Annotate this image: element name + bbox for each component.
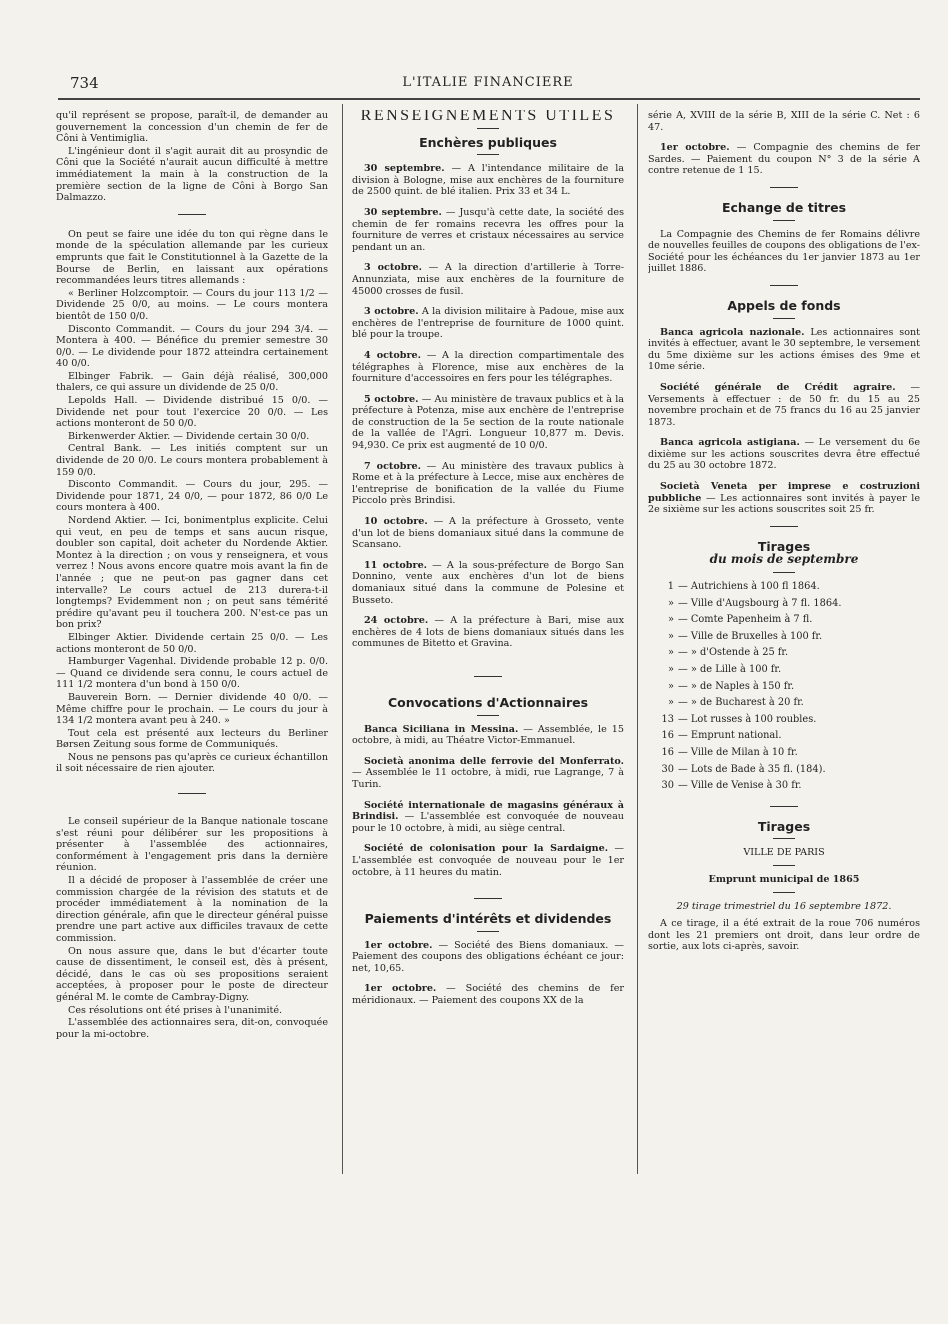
convocation-item: [352, 724, 624, 747]
list-item: » — » de Lille à 100 fr.: [668, 664, 782, 675]
column-3: [648, 110, 920, 1190]
item-text: Les actionnaires sont invités à effectuer, avant le 30 septembre, le versement du 5me dixième sur les actions émises des 9me et 10me série.: [648, 326, 920, 373]
list-item: » — Ville d'Augsbourg à 7 fl. 1864.: [668, 597, 842, 609]
item-date: 1er octobre.: [364, 983, 437, 995]
item-text: — Assemblée le 11 octobre, à midi, rue Lagrange, 7 à Turin.: [352, 767, 624, 790]
separator: [477, 128, 499, 129]
convocation-item: [352, 843, 624, 878]
heading-paiements: Paiements d'intérêts et dividendes: [364, 911, 612, 927]
header-rule: [58, 98, 920, 100]
item-name: Banca agricola nazionale.: [660, 326, 805, 338]
separator: [773, 572, 795, 573]
list-item: » — » de Bucharest à 20 fr.: [668, 697, 804, 709]
item-text: A la division militaire à Padoue, mise aux enchères de l'entreprise de fourniture de 1000 quint. blé pour la troupe.: [352, 306, 624, 341]
item-date: 4 octobre.: [364, 349, 421, 361]
item-text: — L'assemblée est convoquée de nouveau pour le 10 octobre, à midi, au siège central.: [352, 811, 624, 834]
list-item: » — Ville de Bruxelles à 100 fr.: [668, 630, 823, 642]
separator: [477, 154, 499, 155]
item-name: Société internationale de magasins généraux à Brindisi.: [352, 799, 624, 823]
enchere-item: [352, 461, 624, 507]
paragraph: A ce tirage, il a été extrait de la roue 706 numéros dont les 21 premiers ont droit, dans leur ordre de sortie, aux lots ci-après, savoir.: [648, 918, 920, 953]
separator: [474, 676, 502, 677]
separator: [773, 318, 795, 319]
paragraph: Ces résolutions ont été prises à l'unanimité.: [68, 1004, 283, 1016]
column-2: [352, 110, 624, 1190]
item-text: — Versements à effectuer : de 50 fr. du 15 au 25 novembre prochain et de 75 francs du 16 au 25 janvier 1873.: [648, 381, 920, 428]
paragraph: L'assemblée des actionnaires sera, dit-on, convoquée pour la mi-octobre.: [56, 1017, 328, 1040]
item-text: — Assemblée, le 15 octobre, à midi, au Théatre Victor-Emmanuel.: [352, 723, 624, 747]
item-date: 10 octobre.: [364, 516, 428, 528]
item-text: — Jusqu'à cette date, la société des chemin de fer romains recevra les offres pour la fourniture de verres et cristaux nécessaires au service pendant un an.: [352, 206, 624, 253]
paragraph: Tout cela est présenté aux lecteurs du Berliner Børsen Zeitung sous forme de Communiqués.: [56, 727, 328, 751]
paiement-item: [352, 940, 624, 975]
item-text: — Au ministère des travaux publics à Rome et à la préfecture à Lecce, mise aux enchères de l'entreprise de bonification de la vallée du Fiume Piccolo près Brindisi.: [352, 460, 624, 507]
emprunt-heading: Emprunt municipal de 1865: [708, 873, 860, 885]
item-date: 7 octobre.: [364, 460, 421, 472]
paragraph: qu'il représent se propose, paraît-il, de demander au gouvernement la concession d'un chemin de fer de Côni à Ventimiglia.: [56, 110, 328, 145]
item-text: — Les actionnaires sont invités à payer le 2e sixième sur les actions souscrites soit 25 fr.: [648, 492, 920, 516]
item-date: 1er octobre.: [660, 142, 730, 154]
tirages-subtitle: du mois de septembre: [709, 552, 859, 567]
paragraph: L'ingénieur dont il s'agit aurait dit au prosyndic de Côni que la Société n'aurait aucun difficulté à mettre immédiatement la main à la construction de la première section de la ligne de Côni à Borgo San Dalmazzo.: [56, 145, 328, 204]
item-name: Banca Siciliana in Messina.: [364, 723, 519, 735]
enchere-item: [352, 207, 624, 253]
separator: [770, 526, 798, 527]
heading-tirages: Tirages: [757, 538, 811, 554]
paragraph: série A, XVIII de la série B, XIII de la série C. Net : 6 47.: [648, 110, 920, 133]
paragraph: Elbinger Aktier. Dividende certain 25 0/0. — Les actions monteront de 50 0/0.: [56, 631, 328, 655]
item-text: — Au ministère de travaux publics et à la préfecture à Potenza, mise aux enchère de l'entreprise de construction de la 5e section de la route nationale de la vallée de l'Agri. Longueur 10,877 m. Devis. 94,930. Ce prix est augmenté de 10 0/0.: [352, 393, 624, 452]
paragraph: On nous assure que, dans le but d'écarter toute cause de dissentiment, le conseil est, dès à présent, décidé, dans le cas où ses propositions seraient acceptées, à proposer pour le poste de directeur général M. le comte de Cambray-Digny.: [56, 945, 328, 1003]
paragraph: On peut se faire une idée du ton qui règne dans le monde de la spéculation allemande par les curieux emprunts que fait le Constitutionnel à la Gazette de la Bourse de Berlin, en laissant aux opérations recommandées leurs titres allemands :: [56, 228, 328, 287]
list-item: 13 — Lot russes à 100 roubles.: [661, 713, 817, 725]
enchere-item: [352, 163, 624, 198]
item-text: — Société des chemins de fer méridionaux. — Paiement des coupons XX de la: [352, 983, 624, 1007]
heading-convocations: Convocations d'Actionnaires: [387, 694, 589, 710]
list-item: » — » de Naples à 150 fr.: [668, 680, 795, 692]
paragraph: « Berliner Holzcomptoir. — Cours du jour 113 1/2 — Dividende 25 0/0, au moins. — Le cours montera bientôt de 150 0/0.: [56, 287, 328, 322]
item-text: — A la direction compartimentale des télégraphes à Florence, mise aux enchères de la fourniture d'accessoires en fers pour les télégraphes.: [352, 349, 624, 385]
ville-heading: VILLE DE PARIS: [743, 847, 825, 859]
item-name: Società anonima delle ferrovie del Monferrato.: [364, 755, 624, 767]
item-date: 3 octobre.: [364, 262, 422, 274]
item-date: 11 octobre.: [364, 559, 428, 571]
paiement-item: [648, 142, 920, 177]
list-item: 16 — Ville de Milan à 10 fr.: [661, 746, 798, 758]
enchere-item: [352, 350, 624, 385]
separator: [773, 865, 795, 866]
appel-item: [648, 481, 920, 516]
list-item: 30 — Lots de Bade à 35 fl. (184).: [661, 763, 826, 775]
enchere-item: [352, 394, 624, 452]
column-1: [56, 110, 328, 1190]
item-date: 5 octobre.: [364, 393, 419, 405]
item-text: — Société des Biens domaniaux. — Paiement des coupons des obligations échéant ce jour: net, 10,65.: [352, 939, 624, 974]
item-name: Società Veneta per imprese e costruzioni pubbliche: [648, 481, 920, 504]
separator: [477, 931, 499, 932]
item-text: — A la préfecture à Bari, mise aux enchères de 4 lots de biens domaniaux situés dans les communes de Bitetto et Gravina.: [352, 615, 624, 650]
appel-item: [648, 437, 920, 472]
item-name: Société de colonisation pour la Sardaigne.: [364, 843, 609, 855]
convocation-item: [352, 800, 624, 835]
item-text: — L'assemblée est convoquée de nouveau pour le 1er octobre, à 11 heures du matin.: [352, 843, 624, 878]
convocation-item: [352, 756, 624, 791]
paragraph: Le conseil supérieur de la Banque nationale toscane s'est réuni pour délibérer sur les propositions à présenter à l'assemblée des actionnaires, conformément à l'engagement pris dans la dernière réunion.: [56, 816, 328, 874]
page-header: [58, 70, 918, 96]
item-date: 30 septembre.: [364, 163, 445, 175]
enchere-item: [352, 262, 624, 297]
appel-item: [648, 382, 920, 428]
column-rule-1: [342, 104, 343, 1174]
paragraph: Hamburger Vagenhal. Dividende probable 12 p. 0/0. — Quand ce dividende sera connu, le cours actuel de 111 1/2 montera d'un bond à 150 0/0.: [56, 656, 328, 691]
enchere-item: [352, 306, 624, 341]
item-date: 30 septembre.: [364, 206, 442, 218]
heading-echange: Echange de titres: [721, 199, 847, 215]
paragraph: Bauverein Born. — Dernier dividende 40 0/0. — Même chiffre pour le prochain. — Le cours du jour à 134 1/2 montera avant peu à 240. »: [56, 691, 328, 727]
separator: [770, 806, 798, 807]
separator: [178, 793, 206, 794]
paragraph: Nordend Aktier. — Ici, bonimentplus explicite. Celui qui veut, en peu de temps et sans aucun risque, doubler son capital, doit acheter du Nordende Aktier. Montez à la direction ; on vous y renseignera, et vous verrez ! Nous avons encore quatre mois avant la fin de l'année ; que ne peut-on pas gagner dans cet intervalle? Le cours actuel de 213 durera-t-il longtemps? Evidemment non ; on peut sans témérité prédire qu'avant peu il touchera 200. N'est-ce pas un bon prix?: [56, 515, 328, 631]
enchere-item: [352, 560, 624, 606]
tirages-list: [648, 581, 920, 792]
list-item: 1 — Autrichiens à 100 fl 1864.: [667, 581, 820, 593]
running-title: L'ITALIE FINANCIERE: [402, 75, 574, 90]
separator: [773, 220, 795, 221]
paragraph: Nous ne pensons pas qu'après ce curieux échantillon il soit nécessaire de rien ajouter.: [56, 751, 328, 775]
separator: [474, 898, 502, 899]
enchere-item: [352, 516, 624, 551]
appel-item: [648, 327, 920, 373]
paragraph: Lepolds Hall. — Dividende distribué 15 0/0. — Dividende net pour tout l'exercice 20 0/0. — Les actions monteront de 50 0/0.: [56, 395, 328, 430]
item-text: — Compagnie des chemins de fer Sardes. — Paiement du coupon N° 3 de la série A contre retenue de 1 15.: [648, 142, 920, 177]
paragraph: Central Bank. — Les initiés comptent sur un dividende de 20 0/0. Le cours montera probablement à 159 0/0.: [56, 443, 328, 478]
item-name: Société générale de Crédit agraire.: [660, 381, 896, 393]
section-title: RENSEIGNEMENTS UTILES: [360, 110, 616, 124]
page-number: 734: [70, 74, 99, 92]
item-date: 24 octobre.: [364, 615, 429, 627]
paragraph: Birkenwerder Aktier. — Dividende certain 30 0/0.: [68, 430, 310, 442]
separator: [773, 892, 795, 893]
item-name: Banca agricola astigiana.: [660, 437, 800, 449]
heading-appels: Appels de fonds: [727, 297, 841, 313]
separator: [773, 838, 795, 839]
paragraph: Disconto Commandit. — Cours du jour, 295. — Dividende pour 1871, 24 0/0, — pour 1872, 86 0/0 Le cours montera à 400.: [56, 479, 328, 514]
item-date: 1er octobre.: [364, 939, 433, 951]
separator: [770, 285, 798, 286]
heading-encheres: Enchères publiques: [419, 134, 557, 150]
item-text: — A l'intendance militaire de la division à Bologne, mise aux enchères de la fourniture de 2500 quint. de blé italien. Prix 33 et 34 L.: [352, 163, 624, 198]
item-text: — A la direction d'artillerie à Torre-Annunziata, mise aux enchères de la fourniture de 45000 crosses de fusil.: [352, 262, 624, 297]
item-text: — A la préfecture à Grosseto, vente d'un lot de biens domaniaux situé dans la commune de Scansano.: [352, 516, 624, 551]
list-item: » — » d'Ostende à 25 fr.: [668, 647, 789, 659]
separator: [770, 187, 798, 188]
heading-tirages-2: Tirages: [757, 818, 811, 834]
tirage-line: 29 tirage trimestriel du 16 septembre 1872.: [676, 900, 892, 912]
list-item: » — Comte Papenheim à 7 fl.: [668, 614, 813, 626]
column-rule-2: [637, 104, 638, 1174]
item-text: — Le versement du 6e dixième sur les actions souscrites devra être effectué du 25 au 30 octobre 1872.: [648, 437, 920, 472]
item-text: — A la sous-préfecture de Borgo San Donnino, vente aux enchères d'un lot de biens domaniaux situé dans la commune de Polesine et Busseto.: [352, 559, 624, 606]
enchere-item: [352, 615, 624, 650]
item-date: 3 octobre.: [364, 306, 419, 318]
separator: [477, 715, 499, 716]
paragraph: Elbinger Fabrik. — Gain déjà réalisé, 300,000 thalers, ce qui assure un dividende de 25 0/0.: [56, 370, 328, 394]
paiement-item: [352, 983, 624, 1006]
paragraph: La Compagnie des Chemins de fer Romains délivre de nouvelles feuilles de coupons des obligations de l'ex-Société pour les échéances du 1er janvier 1873 au 1er juillet 1886.: [648, 228, 920, 275]
paragraph: Il a décidé de proposer à l'assemblée de créer une commission chargée de la révision des statuts et de procéder immédiatement à la nomination de la direction générale, afin que le directeur général puisse prendre une part active aux difficiles travaux de cette commission.: [56, 875, 328, 944]
paragraph: Disconto Commandit. — Cours du jour 294 3/4. — Montera à 400. — Bénéfice du premier semestre 30 0/0. — Le dividende pour 1872 atteindra certainement 40 0/0.: [56, 323, 328, 370]
separator: [178, 214, 206, 215]
list-item: 16 — Emprunt national.: [661, 730, 782, 742]
list-item: 30 — Ville de Venise à 30 fr.: [661, 780, 802, 792]
